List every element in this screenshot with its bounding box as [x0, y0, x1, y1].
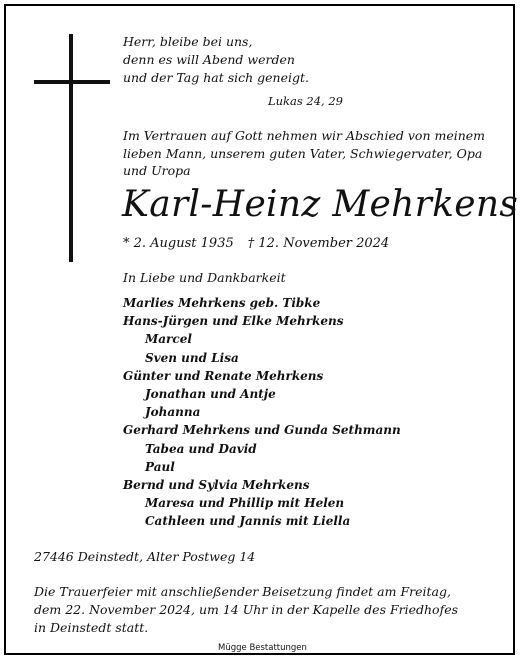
- family-member: Günter und Renate Mehrkens: [123, 368, 324, 383]
- intro-line: und Uropa: [123, 163, 191, 178]
- bible-verse: [123, 33, 309, 87]
- family-member: Cathleen und Jannis mit Liella: [145, 514, 351, 529]
- verse-reference: Lukas 24, 29: [268, 94, 344, 108]
- funeral-line: in Deinstedt statt.: [34, 620, 149, 635]
- family-member: Hans-Jürgen und Elke Mehrkens: [123, 314, 344, 329]
- deceased-name: Karl-Heinz Mehrkens: [122, 184, 519, 225]
- family-list: [123, 294, 401, 531]
- family-member: Paul: [145, 459, 175, 474]
- death-date: † 12. November 2024: [247, 236, 390, 251]
- family-member: Maresa und Phillip mit Helen: [145, 496, 345, 511]
- family-member: Bernd und Sylvia Mehrkens: [123, 478, 310, 493]
- family-member: Marlies Mehrkens geb. Tibke: [123, 296, 321, 310]
- verse-line: denn es will Abend werden: [123, 52, 295, 67]
- family-member: Marcel: [145, 332, 192, 347]
- cross-icon: [69, 34, 73, 262]
- birth-date: * 2. August 1935: [123, 236, 234, 251]
- intro-text: [123, 127, 485, 180]
- funeral-home-credit: Mügge Bestattungen: [218, 643, 307, 653]
- verse-line: und der Tag hat sich geneigt.: [123, 70, 309, 85]
- funeral-line: dem 22. November 2024, um 14 Uhr in der Kapelle des Friedhofes: [34, 602, 459, 617]
- family-member: Sven und Lisa: [145, 350, 239, 365]
- verse-line: Herr, bleibe bei uns,: [123, 34, 253, 49]
- family-member: Jonathan und Antje: [145, 387, 276, 402]
- intro-line: lieben Mann, unserem guten Vater, Schwiegervater, Opa: [123, 145, 483, 161]
- obituary-card: [4, 4, 519, 655]
- family-address: 27446 Deinstedt, Alter Postweg 14: [34, 549, 256, 564]
- funeral-notice: [34, 583, 458, 637]
- family-member: Tabea und David: [145, 441, 257, 456]
- funeral-line: Die Trauerfeier mit anschließender Beisetzung findet am Freitag,: [34, 584, 451, 599]
- life-dates: [123, 236, 389, 251]
- cross-icon-bar: [34, 80, 110, 84]
- family-member: Johanna: [145, 405, 201, 420]
- family-member: Gerhard Mehrkens und Gunda Sethmann: [123, 423, 401, 438]
- thanks-line: In Liebe und Dankbarkeit: [123, 270, 286, 285]
- intro-line: Im Vertrauen auf Gott nehmen wir Abschied von meinem: [123, 128, 486, 143]
